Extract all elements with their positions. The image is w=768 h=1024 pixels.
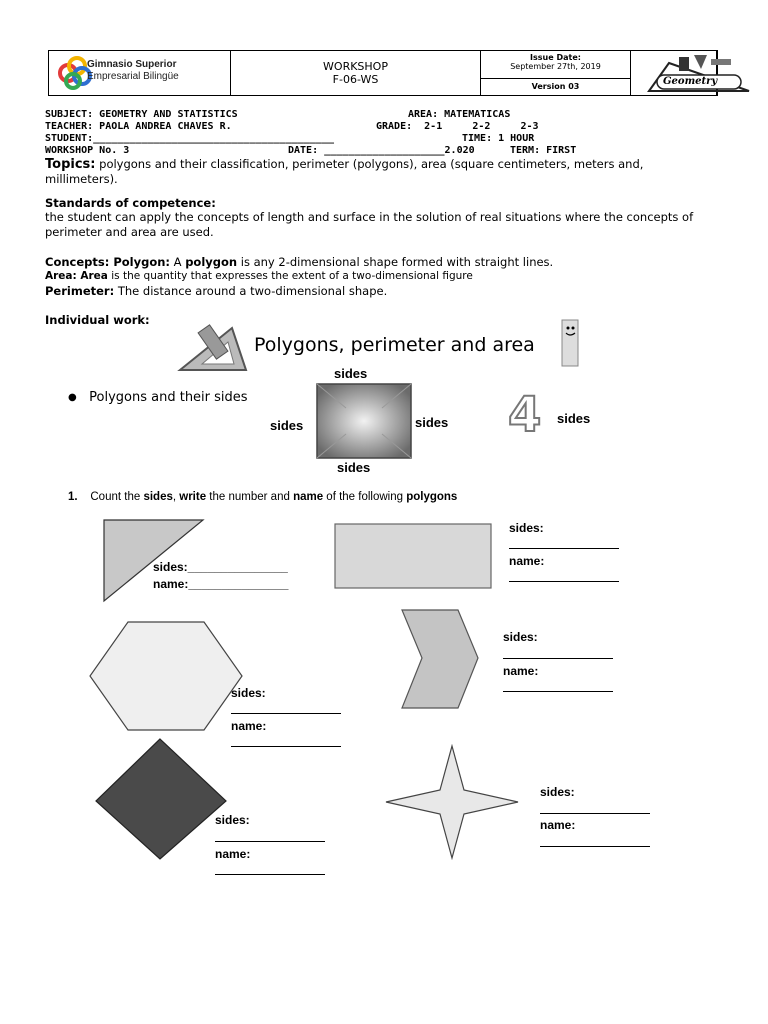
date-field[interactable]: DATE: ____________________2.020 [288,145,475,156]
geometry-logo-icon [639,53,759,93]
chevron-name-line[interactable] [503,691,613,692]
bullet-text: Polygons and their sides [89,390,248,405]
document-header [48,50,718,96]
polygon-definition: is any 2-dimensional shape formed with straight lines. [237,255,554,269]
subject-field: SUBJECT: GEOMETRY AND STATISTICS [45,109,238,120]
geometry-logo-cell [631,51,717,95]
example-square [316,383,412,459]
perimeter-label: Perimeter: [45,284,115,298]
star-name-label: name: [540,818,576,832]
chevron-sides-line[interactable] [503,658,613,659]
question-text-3: the number and [206,491,294,503]
question-word-name: name [293,491,324,503]
shape-chevron [398,608,482,710]
area-field: AREA: MATEMATICAS [408,109,511,120]
four-digit: 4 [508,387,542,443]
worksheet-title: Polygons, perimeter and area [254,334,535,356]
workshop-field: WORKSHOP No. 3 [45,145,130,156]
rectangle-sides-line[interactable] [509,548,619,549]
hexagon-name-line[interactable] [231,746,341,747]
star-sides-line[interactable] [540,813,650,814]
question-word-write: write [179,491,207,503]
hexagon-sides-label: sides: [231,686,266,700]
school-logo-cell [49,51,231,95]
geometry-logo-text: Geometry [663,76,718,87]
standards-label: Standards of competence: [45,196,216,210]
topics-label: Topics: [45,157,96,172]
ruler-mascot-icon [558,318,588,368]
individual-work-label: Individual work: [45,313,150,327]
four-sides-label: sides [557,411,591,426]
question-1 [68,491,457,503]
time-field: TIME: 1 HOUR [462,133,535,144]
bullet-item [68,390,248,405]
chevron-name-label: name: [503,664,539,678]
version-label: Version 03 [531,82,580,91]
area-label: Area: Area [45,270,108,282]
issue-cell [481,51,631,95]
question-text-4: of the following [323,491,407,503]
question-number: 1. [68,491,78,503]
school-name-line2: Empresarial Bilingüe [87,71,179,82]
school-name-line1: Gimnasio Superior [87,59,177,70]
rectangle-name-label: name: [509,554,545,568]
bullet-dot-icon: ● [68,392,77,403]
triangle-sides-answer[interactable]: sides:_______________ [153,560,288,574]
workshop-code-cell [231,51,481,95]
standards-text: the student can apply the concepts of length and surface in the solution of real situations where the concepts of perimeter and area are used. [45,210,694,239]
topics-paragraph [45,157,715,187]
square-label-top: sides [334,366,368,381]
shape-diamond [94,737,228,861]
concept-polygon [45,255,725,270]
rectangle-sides-label: sides: [509,521,544,535]
student-field[interactable]: STUDENT:________________________________________ [45,133,334,144]
diamond-sides-line[interactable] [215,841,325,842]
diamond-sides-label: sides: [215,813,250,827]
polygon-pre: A [170,255,186,269]
question-word-polygons: polygons [406,491,458,503]
set-square-icon [176,322,252,374]
triangle-name-answer[interactable]: name:_______________ [153,577,289,591]
square-label-bottom: sides [337,460,371,475]
polygon-word: polygon [185,255,238,269]
issue-label: Issue Date: [530,53,581,62]
chevron-sides-label: sides: [503,630,538,644]
rectangle-name-line[interactable] [509,581,619,582]
workshop-code: F-06-WS [332,73,379,86]
square-label-right: sides [415,415,449,430]
area-definition: is the quantity that expresses the extent of a two-dimensional figure [107,270,473,282]
concepts-label: Concepts: Polygon: [45,255,171,269]
concept-perimeter [45,284,387,299]
perimeter-definition: The distance around a two-dimensional shape. [114,284,388,298]
question-word-sides: sides [143,491,173,503]
shape-star [384,744,520,860]
shape-hexagon [88,620,244,732]
issue-date: September 27th, 2019 [510,62,601,71]
topics-text: polygons and their classification, perimeter (polygons), area (square centimeters, meters and, millimeters). [45,157,644,186]
teacher-field: TEACHER: PAOLA ANDREA CHAVES R. [45,121,232,132]
question-text-1: Count the [90,491,144,503]
hexagon-name-label: name: [231,719,267,733]
school-name [87,59,179,83]
diamond-name-label: name: [215,847,251,861]
workshop-title: WORKSHOP [323,60,388,73]
grade-field: GRADE: 2-1 2-2 2-3 [376,121,539,132]
shape-rectangle [334,523,492,589]
square-label-left: sides [270,418,304,433]
concept-area [45,270,473,283]
hexagon-sides-line[interactable] [231,713,341,714]
term-field: TERM: FIRST [510,145,577,156]
star-sides-label: sides: [540,785,575,799]
star-name-line[interactable] [540,846,650,847]
diamond-name-line[interactable] [215,874,325,875]
question-text-2: , [172,491,180,503]
